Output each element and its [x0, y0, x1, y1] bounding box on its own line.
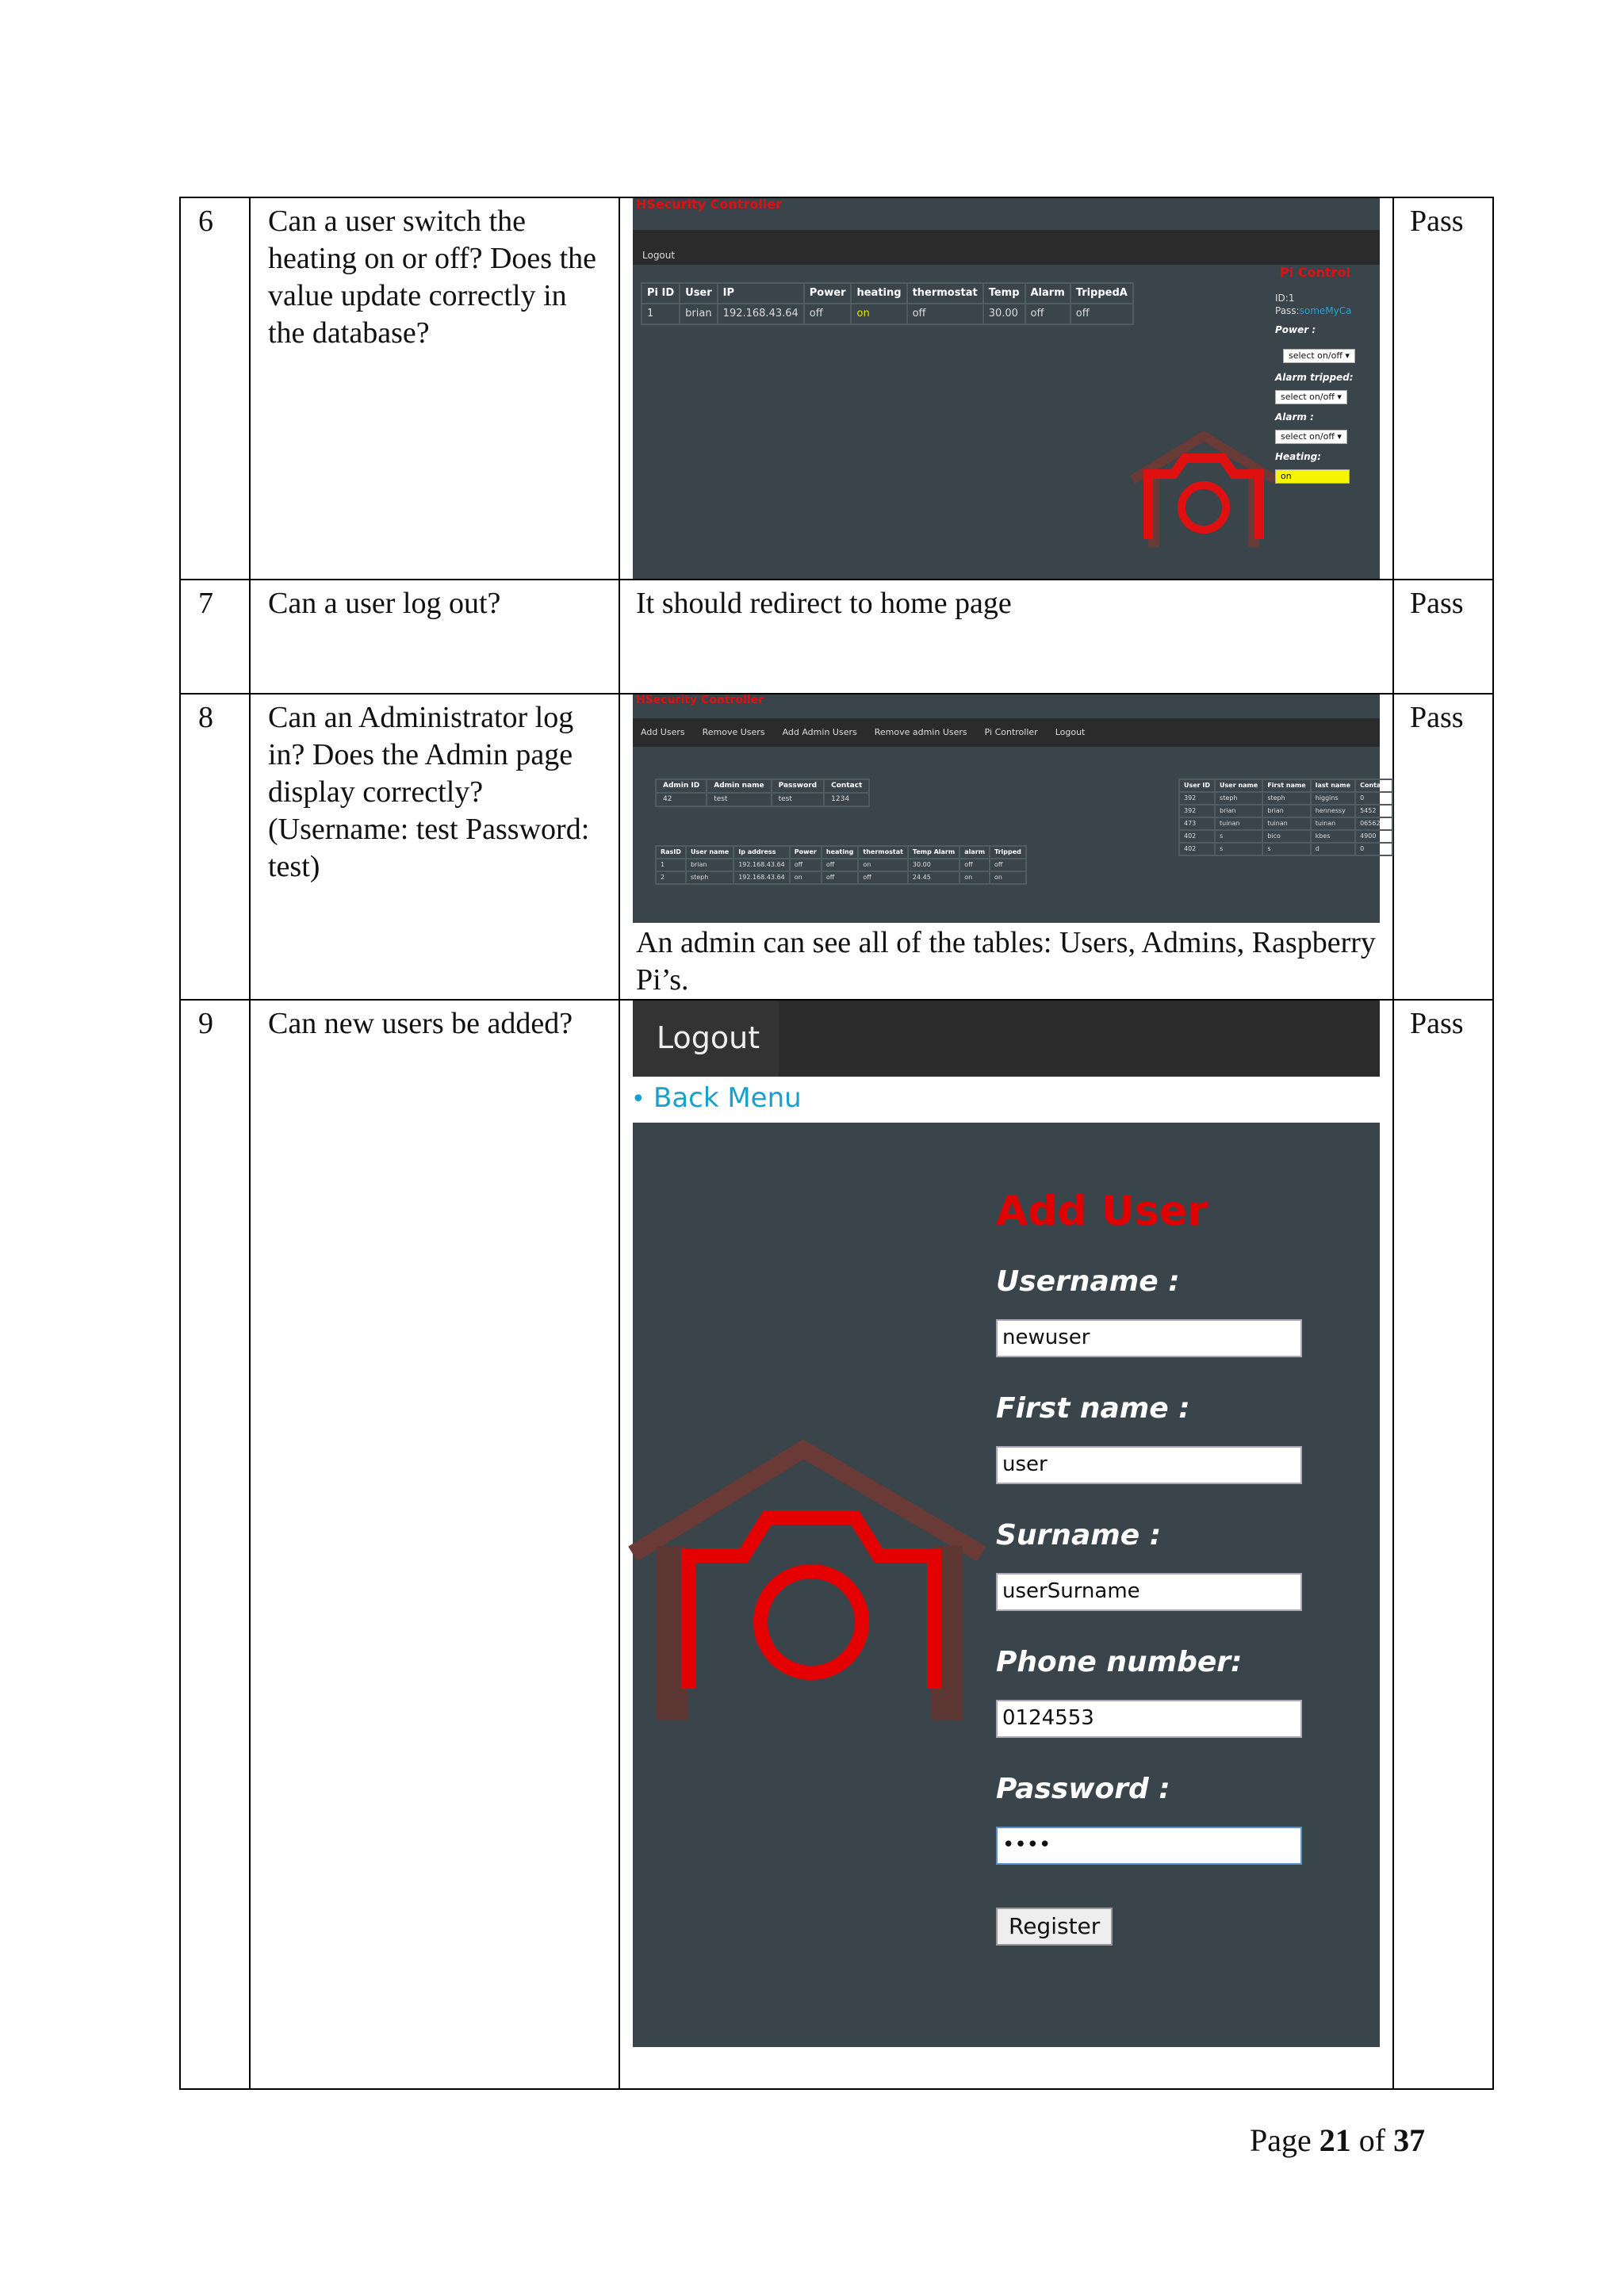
screenshot-cell — [619, 1000, 1393, 2089]
cell: steph — [686, 871, 733, 884]
admin-screenshot — [633, 694, 1388, 923]
alarm-label: Alarm : — [1275, 411, 1314, 423]
password-input[interactable]: •••• — [996, 1827, 1302, 1865]
nav-remove-users[interactable]: Remove Users — [702, 727, 765, 737]
power-label: Power : — [1275, 324, 1316, 335]
alarm-select-wrap — [1275, 430, 1380, 444]
cell: off — [822, 859, 859, 871]
cell: test — [707, 793, 771, 806]
phone-number-input[interactable]: 0124553 — [996, 1700, 1302, 1738]
admin-nav — [633, 718, 1380, 747]
cell: s — [1215, 830, 1262, 843]
answer-cell — [619, 580, 1393, 694]
pass-value: someMyCa — [1299, 305, 1352, 316]
cell: on — [790, 871, 822, 884]
col-header: Power — [804, 283, 852, 304]
cell: 30.00 — [908, 859, 959, 871]
nav-logout[interactable]: Logout — [1055, 727, 1086, 737]
col-header: Contact — [824, 779, 869, 793]
current-page: 21 — [1319, 2122, 1351, 2158]
cell: off — [858, 871, 908, 884]
col-header: Power — [790, 846, 822, 859]
test-result: Pass — [1393, 197, 1493, 580]
cell: 192.168.43.64 — [733, 859, 790, 871]
col-header: Admin name — [707, 779, 771, 793]
col-header: Temp Alarm — [908, 846, 959, 859]
col-header: Ip address — [733, 846, 790, 859]
col-header: First name — [1262, 779, 1310, 792]
page-number — [1250, 2122, 1425, 2159]
cell: higgins — [1311, 792, 1355, 805]
first-name-input[interactable]: user — [996, 1446, 1302, 1484]
cell: 2 — [656, 871, 686, 884]
cell: s — [1215, 843, 1262, 855]
screenshot-cell — [619, 694, 1393, 1000]
heating-label: Heating: — [1275, 451, 1322, 462]
alarm-tripped-select[interactable]: select on/off ▾ — [1275, 390, 1347, 404]
surname-input[interactable]: userSurname — [996, 1573, 1302, 1611]
logout-link[interactable]: Logout — [642, 250, 676, 261]
tripped-select-wrap — [1275, 390, 1380, 404]
cell: 402 — [1179, 830, 1215, 843]
cell: 1 — [642, 304, 680, 324]
test-result: Pass — [1393, 694, 1493, 1000]
cell: off — [804, 304, 852, 324]
table-row — [180, 1000, 1493, 2089]
cell: bico — [1262, 830, 1310, 843]
col-header: Alarm — [1025, 283, 1071, 304]
table-row — [180, 694, 1493, 1000]
test-number: 7 — [180, 580, 250, 694]
back-menu-label: Back Menu — [653, 1082, 802, 1114]
cell: tuinan — [1262, 817, 1310, 830]
cell: off — [790, 859, 822, 871]
col-header: heating — [822, 846, 859, 859]
cell: tuinan — [1215, 817, 1262, 830]
register-button[interactable]: Register — [996, 1908, 1113, 1946]
col-header: User — [680, 283, 718, 304]
cell: steph — [1262, 792, 1310, 805]
add-user-title: Add User — [996, 1188, 1208, 1235]
house-camera-logo — [633, 1435, 998, 1720]
test-result: Pass — [1393, 580, 1493, 694]
cell: brian — [1262, 805, 1310, 817]
cell: off — [822, 871, 859, 884]
col-header: Admin ID — [656, 779, 707, 793]
username-label: Username : — [996, 1265, 1180, 1298]
cell: 1 — [656, 859, 686, 871]
test-question: Can a user log out? — [250, 580, 619, 694]
cell: brian — [1215, 805, 1262, 817]
panel-id: ID:1 — [1275, 293, 1295, 304]
username-input[interactable]: newuser — [996, 1319, 1302, 1357]
col-header: Pi ID — [642, 283, 680, 304]
of-word: of — [1358, 2122, 1386, 2158]
col-header: Tripped — [990, 846, 1026, 859]
logout-button[interactable] — [633, 1001, 779, 1077]
cell: tuinan — [1311, 817, 1355, 830]
logout-bar — [633, 230, 1380, 265]
cell: 473 — [1179, 817, 1215, 830]
password-label: Password : — [996, 1773, 1170, 1805]
test-number: 6 — [180, 197, 250, 580]
table-row — [180, 580, 1493, 694]
nav-pi-controller[interactable]: Pi Controller — [984, 727, 1038, 737]
cell: 192.168.43.64 — [718, 304, 804, 324]
cell: 0 — [1355, 843, 1392, 855]
heating-screenshot — [633, 198, 1380, 579]
col-header: Temp — [983, 283, 1025, 304]
col-header: thermostat — [858, 846, 908, 859]
cell: off — [1025, 304, 1071, 324]
screenshot-cell — [619, 197, 1393, 580]
power-select[interactable]: select on/off ▾ — [1283, 349, 1355, 363]
admins-table — [655, 779, 870, 807]
col-header: User name — [686, 846, 733, 859]
table-row — [180, 197, 1493, 580]
phone-number-label: Phone number: — [996, 1646, 1243, 1678]
test-question: Can new users be added? — [250, 1000, 619, 2089]
col-header: RasID — [656, 846, 686, 859]
cell: kbes — [1311, 830, 1355, 843]
test-number: 9 — [180, 1000, 250, 2089]
cell: s — [1262, 843, 1310, 855]
test-result: Pass — [1393, 1000, 1493, 2089]
expected-answer: It should redirect to home page — [636, 587, 1012, 620]
pass-label: Pass: — [1275, 305, 1300, 316]
test-question: Can an Administrator log in? Does the Admin page display correctly? (Username: test Password: test) — [250, 694, 619, 1000]
form-body — [633, 1123, 1380, 2047]
pi-table — [641, 282, 1134, 325]
cell: on — [858, 859, 908, 871]
logout-label: Logout — [657, 1020, 760, 1055]
cell: hennessy — [1311, 805, 1355, 817]
cell: 30.00 — [983, 304, 1025, 324]
cell: 192.168.43.64 — [733, 871, 790, 884]
cell: steph — [1215, 792, 1262, 805]
cell: test — [772, 793, 825, 806]
col-header: last name — [1311, 779, 1355, 792]
cell: on — [990, 871, 1026, 884]
users-table — [1178, 779, 1393, 856]
bullet-icon: • — [631, 1085, 645, 1113]
nav-add-admin-users[interactable]: Add Admin Users — [782, 727, 857, 737]
test-number: 8 — [180, 694, 250, 1000]
col-header: User name — [1215, 779, 1262, 792]
admin-caption: An admin can see all of the tables: Users, Admins, Raspberry Pi’s. — [636, 926, 1376, 997]
cell: off — [1071, 304, 1133, 324]
col-header: alarm — [959, 846, 990, 859]
col-header: Password — [772, 779, 825, 793]
col-header: User ID — [1179, 779, 1215, 792]
heating-select-wrap — [1275, 469, 1380, 484]
panel-title: Pi Control — [1280, 265, 1350, 280]
cell: off — [907, 304, 983, 324]
cell: 42 — [656, 793, 707, 806]
cell: 5452 — [1355, 805, 1392, 817]
pi-control-panel — [1275, 266, 1380, 484]
col-header: heating — [851, 283, 906, 304]
cell: brian — [686, 859, 733, 871]
alarm-tripped-label: Alarm tripped: — [1275, 372, 1354, 383]
cell: on — [959, 871, 990, 884]
back-menu-link[interactable] — [633, 1077, 1380, 1123]
col-header: thermostat — [907, 283, 983, 304]
cell: 1234 — [824, 793, 869, 806]
app-title: HSecurity Controller — [636, 197, 783, 212]
cell: 24.45 — [908, 871, 959, 884]
cell: 06562 — [1355, 817, 1392, 830]
cell: 4900 — [1355, 830, 1392, 843]
cell: 392 — [1179, 805, 1215, 817]
first-name-label: First name : — [996, 1392, 1190, 1425]
page-word: Page — [1250, 2122, 1312, 2158]
panel-pass — [1275, 304, 1380, 317]
cell: d — [1311, 843, 1355, 855]
cell-heating-on: on — [851, 304, 906, 324]
col-header: Contact — [1355, 779, 1392, 792]
cell: off — [959, 859, 990, 871]
cell: off — [990, 859, 1026, 871]
add-user-screenshot — [633, 1001, 1380, 2047]
raspberry-pis-table — [655, 845, 1027, 885]
test-question: Can a user switch the heating on or off? Does the value update correctly in the database? — [250, 197, 619, 580]
surname-label: Surname : — [996, 1519, 1162, 1552]
cell: 402 — [1179, 843, 1215, 855]
nav-add-users[interactable]: Add Users — [641, 727, 685, 737]
alarm-select[interactable]: select on/off ▾ — [1275, 430, 1347, 444]
power-select-wrap — [1283, 349, 1380, 363]
col-header: IP — [718, 283, 804, 304]
nav-remove-admin-users[interactable]: Remove admin Users — [874, 727, 967, 737]
cell: brian — [680, 304, 718, 324]
house-camera-logo — [1124, 428, 1283, 547]
col-header: TrippedA — [1071, 283, 1133, 304]
test-table — [179, 197, 1494, 2090]
heating-select[interactable]: on — [1275, 469, 1350, 484]
app-title: HSecurity Controller — [636, 694, 764, 706]
cell: 0 — [1355, 792, 1392, 805]
cell: 392 — [1179, 792, 1215, 805]
logout-bar — [633, 1001, 1380, 1077]
total-pages: 37 — [1393, 2122, 1426, 2158]
